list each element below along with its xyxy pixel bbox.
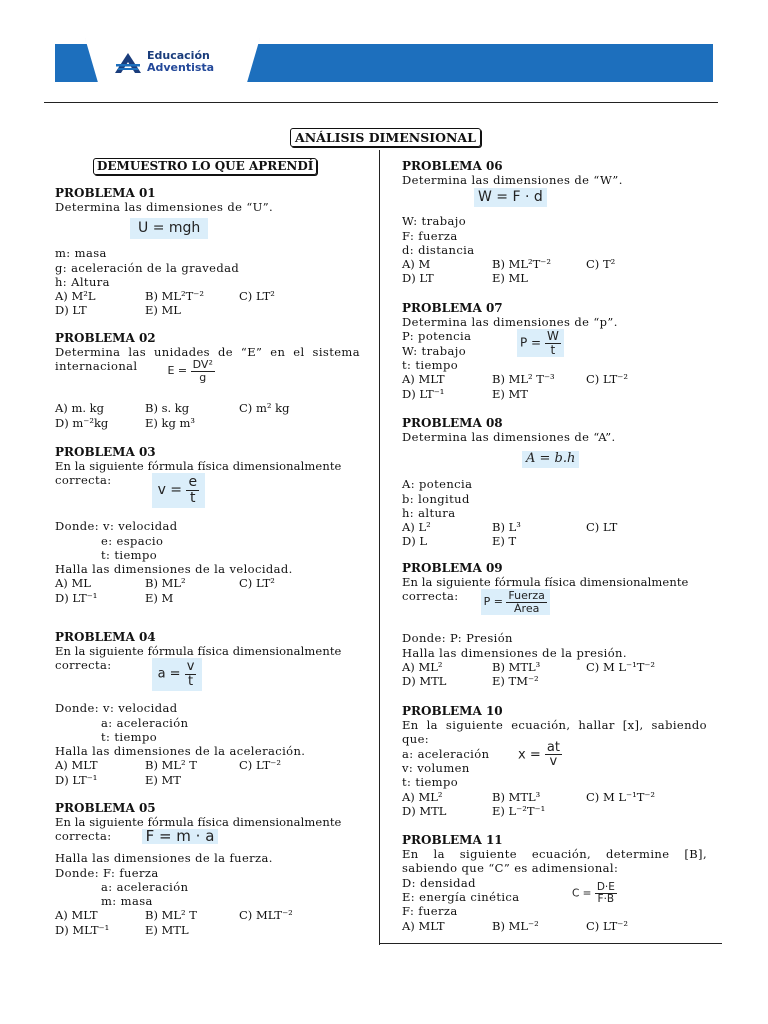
option-a[interactable]: A) m. kg (55, 401, 104, 416)
option-e[interactable]: E) T (492, 534, 517, 549)
option-e[interactable]: E) MT (145, 772, 181, 787)
variable-def: t: tiempo (402, 357, 459, 372)
option-e[interactable]: E) ML (492, 271, 528, 286)
variable-def: E: energía cinética (402, 889, 520, 904)
problem-title: PROBLEMA 09 (402, 561, 503, 575)
option-e[interactable]: E) L⁻²T⁻¹ (492, 803, 546, 818)
problem-statement: En la siguiente ecuación, determine [B], (402, 847, 707, 861)
section-title: DEMUESTRO LO QUE APRENDÍ (93, 158, 317, 175)
formula-den: v (549, 754, 558, 770)
variable-def: P: potencia (402, 329, 472, 344)
formula-den: Área (514, 601, 540, 615)
variable-def: A: potencia (402, 477, 473, 492)
problem-09 (402, 561, 707, 688)
option-b[interactable]: B) MTL³ (492, 659, 541, 674)
header-divider (44, 102, 718, 103)
option-d[interactable]: D) LT⁻¹ (55, 772, 98, 787)
option-d[interactable]: D) MTL (402, 674, 447, 689)
answer-options (402, 790, 707, 819)
option-a[interactable]: A) ML² (402, 659, 443, 674)
question: Halla las dimensiones de la fuerza. (55, 851, 273, 866)
formula: A = b.h (522, 451, 579, 467)
formula-lhs: a = (157, 666, 181, 682)
problem-statement: Determina las dimensiones de “p”. (402, 315, 618, 329)
option-b[interactable]: B) ML² T⁻³ (492, 372, 555, 387)
option-d[interactable]: D) LT⁻¹ (402, 386, 445, 401)
problem-statement: correcta: (55, 658, 112, 673)
formula (572, 882, 617, 905)
option-d[interactable]: D) LT⁻¹ (55, 590, 98, 605)
option-c[interactable]: C) M L⁻¹T⁻² (586, 789, 656, 804)
option-b[interactable]: B) ML⁻² (492, 918, 539, 933)
question: Halla las dimensiones de la presión. (402, 645, 627, 660)
problem-title: PROBLEMA 04 (55, 630, 156, 644)
where-line: t: tiempo (101, 729, 158, 744)
problem-08 (402, 416, 707, 549)
option-b[interactable]: B) ML²T⁻² (145, 289, 204, 304)
problem-title: PROBLEMA 06 (402, 159, 503, 173)
page-header (0, 0, 768, 100)
formula-num: DV² (192, 358, 213, 372)
where-line: Donde: v: velocidad (55, 519, 178, 534)
option-c[interactable]: C) LT⁻² (239, 758, 281, 773)
footer-divider (380, 943, 722, 944)
answer-options (55, 289, 360, 318)
problem-statement: Determina las dimensiones de “A”. (402, 430, 616, 444)
formula-lhs: C = (572, 887, 592, 900)
formula-num: D·E (596, 880, 615, 893)
where-line: Donde: v: velocidad (55, 701, 178, 716)
option-e[interactable]: E) M (145, 590, 174, 605)
variable-def: h: altura (402, 505, 456, 520)
formula-lhs: x = (518, 747, 541, 763)
variable-def: F: fuerza (402, 904, 458, 919)
option-c[interactable]: C) MLT⁻² (239, 908, 293, 923)
problem-title: PROBLEMA 01 (55, 186, 156, 200)
problem-statement: correcta: (55, 473, 112, 488)
option-c[interactable]: C) LT² (239, 289, 275, 304)
option-c[interactable]: C) m² kg (239, 401, 290, 416)
formula: U = mgh (130, 218, 208, 238)
formula (152, 658, 203, 690)
column-divider (379, 150, 380, 945)
formula-den: t (188, 673, 194, 689)
variable-def: m: masa (55, 246, 107, 261)
variable-def: b: longitud (402, 491, 470, 506)
variable-def: g: aceleración de la gravedad (55, 260, 240, 275)
answer-options (402, 372, 707, 401)
option-e[interactable]: E) MTL (145, 922, 189, 937)
problem-title: PROBLEMA 03 (55, 445, 156, 459)
formula: F = m · a (142, 829, 219, 843)
where-line: t: tiempo (101, 547, 158, 562)
problem-statement: En la siguiente fórmula física dimensionalmente (55, 644, 342, 658)
option-d[interactable]: D) MLT⁻¹ (55, 922, 110, 937)
formula (518, 741, 562, 769)
problem-statement: En la siguiente fórmula física dimensionalmente (402, 575, 689, 589)
variable-def: D: densidad (402, 875, 476, 890)
variable-def: W: trabajo (402, 214, 467, 229)
formula-num: Fuerza (508, 589, 545, 603)
problem-04 (55, 630, 360, 787)
option-d[interactable]: D) LT (402, 271, 434, 286)
problem-statement: sabiendo que “C” es adimensional: (402, 861, 619, 876)
problem-statement: Determina las unidades de “E” en el sistema (55, 345, 360, 359)
answer-options (402, 919, 707, 933)
formula-den: t (190, 489, 196, 506)
option-b[interactable]: B) MTL³ (492, 789, 541, 804)
formula-num: e (188, 474, 198, 491)
option-c[interactable]: C) LT⁻² (586, 372, 628, 387)
problem-statement: internacional (55, 359, 138, 374)
option-e[interactable]: E) TM⁻² (492, 674, 539, 689)
problem-title: PROBLEMA 08 (402, 416, 503, 430)
problem-statement: correcta: (55, 829, 112, 844)
problem-statement: Determina las dimensiones de “U”. (55, 200, 274, 214)
problem-11 (402, 833, 707, 933)
option-c[interactable]: C) LT (586, 520, 618, 535)
option-d[interactable]: D) MTL (402, 803, 447, 818)
where-line: e: espacio (101, 533, 164, 548)
option-a[interactable]: A) ML (55, 576, 91, 591)
problem-title: PROBLEMA 10 (402, 704, 503, 718)
option-b[interactable]: B) ML²T⁻² (492, 257, 551, 272)
problem-title: PROBLEMA 05 (55, 801, 156, 815)
option-b[interactable]: B) ML² T (145, 908, 197, 923)
answer-options (55, 758, 360, 787)
formula (517, 329, 564, 357)
question: Halla las dimensiones de la aceleración. (55, 744, 306, 759)
problem-statement: En la siguiente ecuación, hallar [x], sabiendo (402, 718, 707, 732)
variable-def: F: fuerza (402, 228, 458, 243)
variable-def: d: distancia (402, 242, 475, 257)
formula-den: F·B (597, 892, 615, 905)
formula-lhs: P = (483, 595, 503, 609)
option-a[interactable]: A) MLT (55, 758, 98, 773)
option-c[interactable]: C) M L⁻¹T⁻² (586, 659, 656, 674)
formula: W = F · d (474, 188, 547, 206)
problem-05 (55, 801, 360, 937)
variable-def: h: Altura (55, 274, 110, 289)
option-a[interactable]: A) MLT (402, 918, 445, 933)
where-line: a: aceleración (101, 879, 189, 894)
formula-lhs: P = (520, 335, 542, 350)
option-a[interactable]: A) L² (402, 520, 431, 535)
option-e[interactable]: E) ML (145, 303, 181, 318)
variable-def: v: volumen (402, 760, 470, 775)
variable-def: a: aceleración (402, 746, 490, 761)
answer-options (55, 576, 360, 605)
option-c[interactable]: C) T² (586, 257, 616, 272)
where-line: Donde: F: fuerza (55, 865, 159, 880)
problem-03 (55, 445, 360, 605)
variable-def: W: trabajo (402, 343, 467, 358)
option-b[interactable]: B) s. kg (145, 401, 190, 416)
option-a[interactable]: A) M (402, 257, 431, 272)
option-d[interactable]: D) L (402, 534, 427, 549)
formula-num: W (546, 329, 559, 344)
option-b[interactable]: B) L³ (492, 520, 521, 535)
logo-icon (113, 52, 143, 74)
problem-title: PROBLEMA 11 (402, 833, 503, 847)
answer-options (402, 257, 707, 286)
problem-06 (402, 159, 707, 286)
problem-01 (55, 186, 360, 318)
option-d[interactable]: D) LT (55, 303, 87, 318)
logo-line-1: Educación (147, 49, 210, 62)
option-c[interactable]: C) LT² (239, 576, 275, 591)
answer-options (402, 660, 707, 689)
where-line: a: aceleración (101, 715, 189, 730)
logo-line-2: Adventista (147, 61, 215, 74)
logo-text (147, 50, 214, 74)
problem-statement: que: (402, 732, 430, 747)
problem-statement: En la siguiente fórmula física dimensionalmente (55, 459, 342, 473)
formula (481, 589, 550, 615)
formula (167, 359, 214, 383)
formula-num: v (186, 659, 195, 675)
formula-num: at (546, 739, 560, 755)
problem-statement: correcta: (402, 589, 459, 604)
where-line: m: masa (101, 894, 153, 909)
option-a[interactable]: A) MLT (402, 372, 445, 387)
option-a[interactable]: A) MLT (55, 908, 98, 923)
option-b[interactable]: B) ML² T (145, 758, 197, 773)
problem-title: PROBLEMA 07 (402, 301, 503, 315)
option-a[interactable]: A) M²L (55, 289, 96, 304)
question: Halla las dimensiones de la velocidad. (55, 562, 293, 577)
page-title: ANÁLISIS DIMENSIONAL (290, 128, 481, 147)
variable-def: t: tiempo (402, 775, 459, 790)
option-a[interactable]: A) ML² (402, 789, 443, 804)
problem-statement: Determina las dimensiones de “W”. (402, 173, 623, 187)
formula-lhs: E = (167, 364, 188, 378)
formula (152, 473, 206, 507)
option-e[interactable]: E) MT (492, 386, 528, 401)
option-c[interactable]: C) LT⁻² (586, 918, 628, 933)
formula-lhs: v = (157, 482, 183, 499)
option-b[interactable]: B) ML² (145, 576, 186, 591)
problem-title: PROBLEMA 02 (55, 331, 156, 345)
problem-02 (55, 331, 360, 430)
answer-options (402, 520, 707, 549)
problem-10 (402, 704, 707, 818)
option-e[interactable]: E) kg m³ (145, 415, 196, 430)
problem-07 (402, 301, 707, 401)
problem-statement: En la siguiente fórmula física dimensionalmente (55, 815, 342, 829)
answer-options (55, 401, 360, 430)
option-d[interactable]: D) m⁻²kg (55, 415, 109, 430)
where-line: Donde: P: Presión (402, 631, 513, 646)
formula-den: g (199, 370, 207, 384)
formula-den: t (550, 342, 556, 357)
answer-options (55, 908, 360, 937)
